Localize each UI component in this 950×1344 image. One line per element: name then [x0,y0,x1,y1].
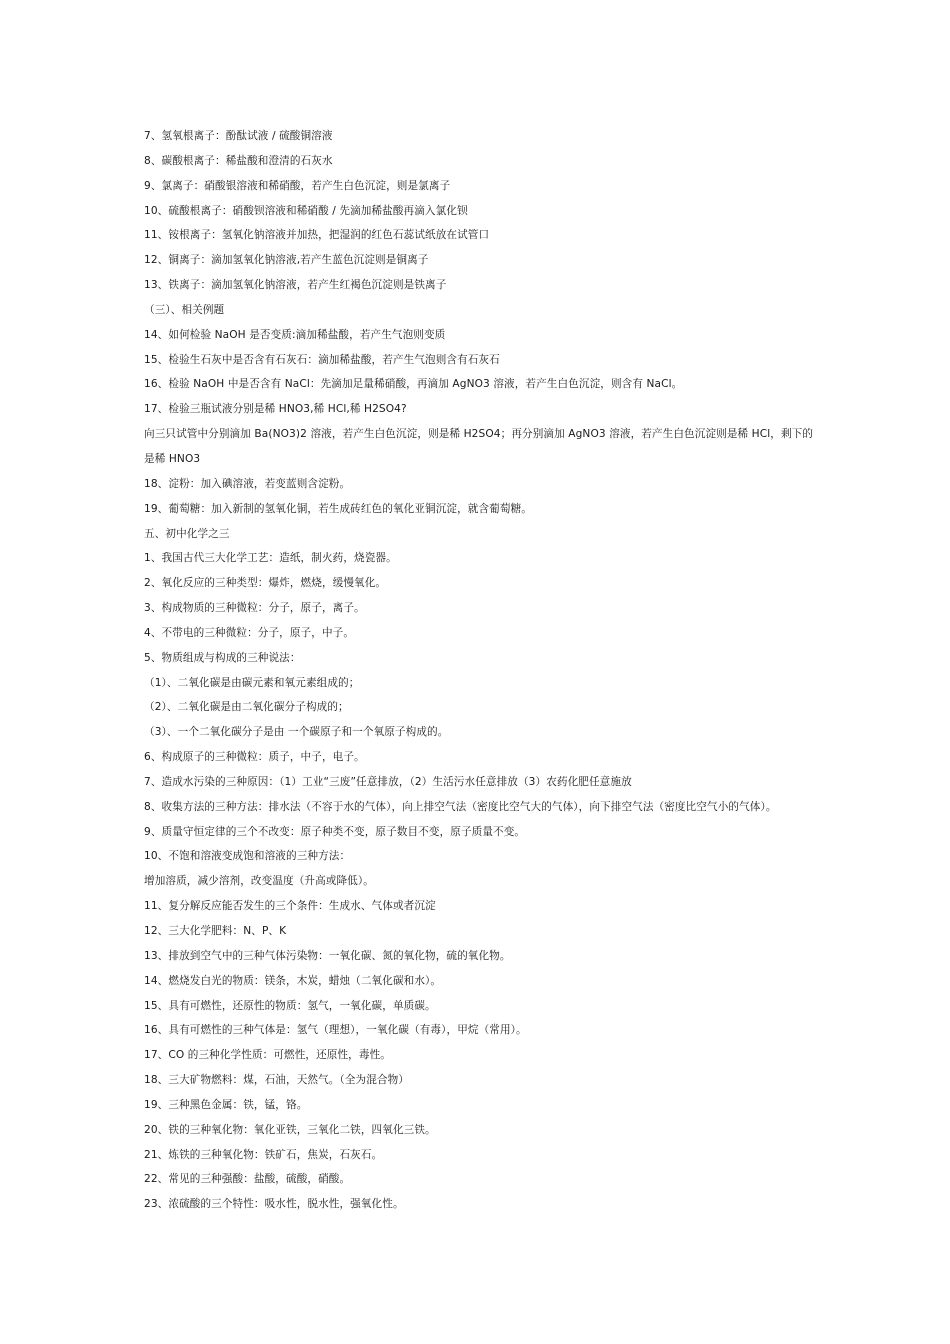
text-line: 10、不饱和溶液变成饱和溶液的三种方法： [144,850,351,863]
text-line: 16、检验 NaOH 中是否含有 NaCl：先滴加足量稀硝酸，再滴加 AgNO3 溶液，若产生白色沉淀，则含有 NaCl。 [144,378,683,391]
text-line: 19、葡萄糖：加入新制的氢氧化铜，若生成砖红色的氧化亚铜沉淀，就含葡萄糖。 [144,502,532,515]
text-line: 2、氧化反应的三种类型：爆炸，燃烧，缓慢氧化。 [144,577,387,590]
text-line: 22、常见的三种强酸：盐酸，硫酸，硝酸。 [144,1173,351,1186]
text-line: 17、CO 的三种化学性质：可燃性，还原性，毒性。 [144,1049,391,1062]
text-line: 19、三种黑色金属：铁，锰，铬。 [144,1098,308,1111]
text-line: 12、三大化学肥料：N、P、K [144,925,287,937]
text-line: 8、碳酸根离子：稀盐酸和澄清的石灰水 [144,154,333,167]
text-line: 16、具有可燃性的三种气体是：氢气（理想），一氧化碳（有毒），甲烷（常用）。 [144,1024,527,1037]
text-line: 向三只试管中分别滴加 Ba(NO3)2 溶液，若产生白色沉淀，则是稀 H2SO4；再分别滴加 AgNO3 溶液，若产生白色沉淀则是稀 HCl，剩下的 [144,428,814,441]
text-line: 是稀 HNO3 [144,452,201,465]
text-line: 15、具有可燃性，还原性的物质：氢气，一氧化碳，单质碳。 [144,999,436,1012]
text-line: 10、硫酸根离子：硝酸钡溶液和稀硝酸 / 先滴加稀盐酸再滴入氯化钡 [144,204,468,217]
text-line: 增加溶质，减少溶剂，改变温度（升高或降低）。 [144,875,374,888]
text-line: 五、初中化学之三 [144,527,230,540]
text-line: 21、炼铁的三种氧化物：铁矿石，焦炭，石灰石。 [144,1148,383,1161]
text-line: 12、铜离子：滴加氢氧化钠溶液,若产生蓝色沉淀则是铜离子 [144,254,429,267]
text-line: 7、造成水污染的三种原因：（1）工业“三废”任意排放，（2）生活污水任意排放（3）农药化肥任意施放 [144,775,632,788]
text-line: （2）、二氧化碳是由二氧化碳分子构成的； [144,701,349,714]
text-line: （三）、相关例题 [144,303,225,316]
text-line: 1、我国古代三大化学工艺：造纸，制火药，烧瓷器。 [144,552,397,565]
text-line: 6、构成原子的三种微粒：质子，中子，电子。 [144,751,365,764]
text-line: 18、淀粉：加入碘溶液，若变蓝则含淀粉。 [144,477,351,490]
text-line: 4、不带电的三种微粒：分子，原子，中子。 [144,626,355,639]
text-line: 13、排放到空气中的三种气体污染物：一氧化碳、氮的氧化物，硫的氧化物。 [144,949,511,962]
text-line: 9、氯离子：硝酸银溶液和稀硝酸，若产生白色沉淀，则是氯离子 [144,179,451,192]
document-body [144,124,824,1217]
text-line: 3、构成物质的三种微粒：分子，原子，离子。 [144,602,365,615]
text-line: 17、检验三瓶试液分别是稀 HNO3,稀 HCl,稀 H2SO4? [144,403,407,416]
text-line: 7、氢氧根离子：酚酞试液 / 硫酸铜溶液 [144,130,333,142]
text-line: （1）、二氧化碳是由碳元素和氧元素组成的； [144,676,360,689]
text-line: 18、三大矿物燃料：煤，石油，天然气。（全为混合物） [144,1074,410,1087]
text-line: 23、浓硫酸的三个特性：吸水性，脱水性，强氧化性。 [144,1198,404,1211]
text-line: 20、铁的三种氧化物：氧化亚铁，三氧化二铁，四氧化三铁。 [144,1123,436,1136]
text-line: 8、收集方法的三种方法：排水法（不容于水的气体），向上排空气法（密度比空气大的气体），向下排空气法（密度比空气小的气体）。 [144,800,777,813]
text-line: 15、检验生石灰中是否含有石灰石：滴加稀盐酸，若产生气泡则含有石灰石 [144,353,500,366]
text-line: 14、燃烧发白光的物质：镁条，木炭，蜡烛（二氧化碳和水）。 [144,974,442,987]
text-line: 9、质量守恒定律的三个不改变：原子种类不变，原子数目不变，原子质量不变。 [144,825,526,838]
text-line: 5、物质组成与构成的三种说法： [144,651,301,664]
text-line: 14、如何检验 NaOH 是否变质:滴加稀盐酸，若产生气泡则变质 [144,328,446,341]
text-line: 11、铵根离子：氢氧化钠溶液并加热，把湿润的红色石蕊试纸放在试管口 [144,229,490,242]
text-line: （3）、一个二氧化碳分子是由 一个碳原子和一个氧原子构成的。 [144,726,449,739]
text-line: 13、铁离子：滴加氢氧化钠溶液，若产生红褐色沉淀则是铁离子 [144,279,447,292]
text-line: 11、复分解反应能否发生的三个条件：生成水、气体或者沉淀 [144,900,436,913]
